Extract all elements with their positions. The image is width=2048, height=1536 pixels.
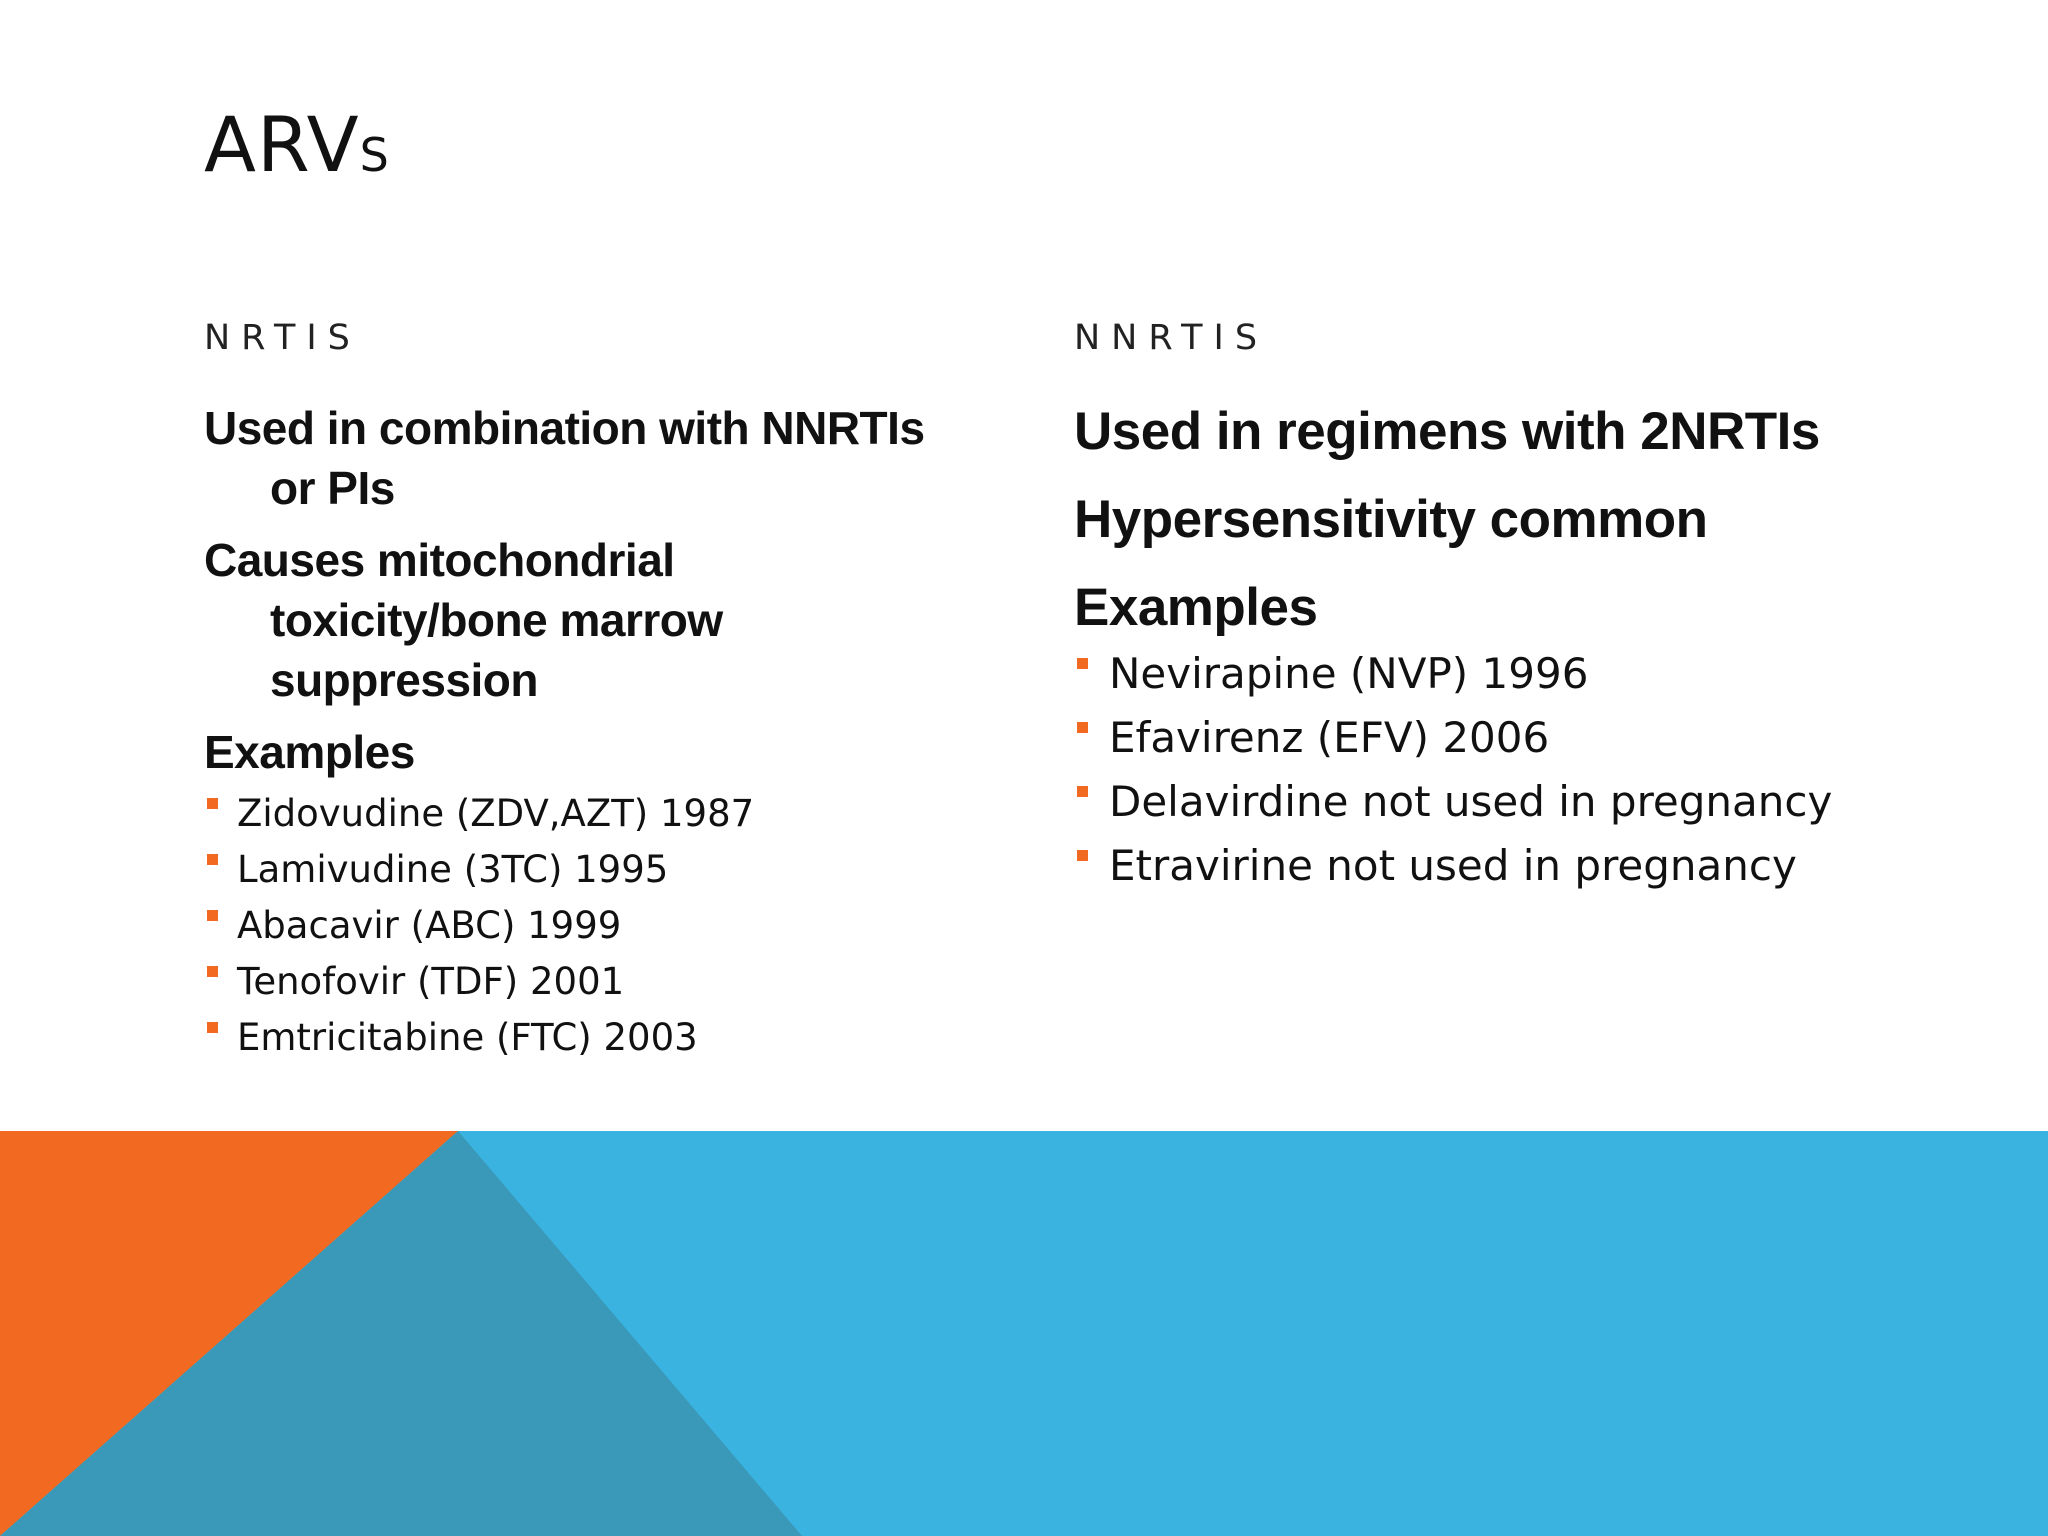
right-examples-list — [1074, 646, 1834, 894]
bullet-square-icon — [207, 854, 218, 865]
right-column-header: NNRTIS — [1074, 318, 1269, 358]
slide-title-small: S — [359, 128, 390, 182]
list-item-text: Nevirapine (NVP) 1996 — [1109, 649, 1589, 698]
list-item-text: Abacavir (ABC) 1999 — [237, 904, 622, 947]
list-item — [204, 842, 964, 898]
list-item-text: Etravirine not used in pregnancy — [1109, 841, 1797, 890]
right-point: Hypersensitivity common — [1074, 490, 1708, 549]
slide-title — [204, 100, 390, 189]
list-item-text: Emtricitabine (FTC) 2003 — [237, 1016, 698, 1059]
bullet-square-icon — [207, 798, 218, 809]
left-point: Used in combination with NNRTIs or PIs — [204, 402, 925, 514]
bullet-square-icon — [207, 910, 218, 921]
list-item-text: Efavirenz (EFV) 2006 — [1109, 713, 1550, 762]
list-item — [1074, 838, 1834, 894]
left-examples-heading: Examples — [204, 726, 415, 778]
bullet-square-icon — [207, 1022, 218, 1033]
slide-title-main: ARV — [204, 100, 360, 189]
left-point: Causes mitochondrial toxicity/bone marrow suppression — [204, 534, 723, 706]
right-column — [1074, 398, 1834, 902]
left-column — [204, 398, 964, 1066]
bullet-square-icon — [207, 966, 218, 977]
footer-decoration — [0, 1131, 2048, 1536]
list-item-text: Zidovudine (ZDV,AZT) 1987 — [237, 792, 755, 835]
list-item-text: Tenofovir (TDF) 2001 — [237, 960, 625, 1003]
right-examples-heading: Examples — [1074, 578, 1318, 637]
bullet-square-icon — [1077, 658, 1088, 669]
right-point: Used in regimens with 2NRTIs — [1074, 402, 1820, 461]
left-column-header: NRTIS — [204, 318, 361, 358]
list-item — [1074, 710, 1834, 766]
list-item — [1074, 646, 1834, 702]
list-item-text: Lamivudine (3TC) 1995 — [237, 848, 669, 891]
list-item — [204, 1010, 964, 1066]
list-item-text: Delavirdine not used in pregnancy — [1109, 777, 1833, 826]
list-item — [1074, 774, 1834, 830]
bullet-square-icon — [1077, 786, 1088, 797]
bullet-square-icon — [1077, 850, 1088, 861]
bullet-square-icon — [1077, 722, 1088, 733]
list-item — [204, 898, 964, 954]
list-item — [204, 954, 964, 1010]
left-examples-list — [204, 786, 964, 1066]
list-item — [204, 786, 964, 842]
